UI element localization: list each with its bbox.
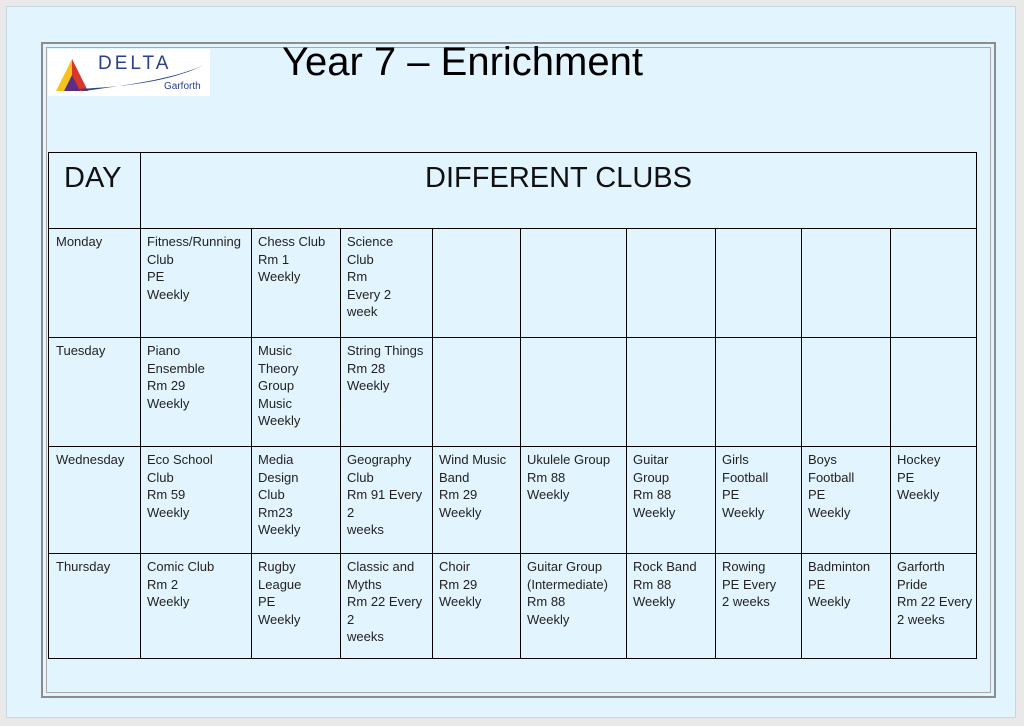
club-cell-line: Rm 88 <box>527 469 566 485</box>
club-cell <box>802 229 891 338</box>
club-cell-line: Weekly <box>147 504 190 520</box>
day-cell: Thursday <box>49 554 141 659</box>
club-cell-line: Club <box>347 251 374 267</box>
club-cell <box>627 338 716 447</box>
club-cell <box>433 554 521 659</box>
club-cell-line: Weekly <box>808 594 851 609</box>
club-cell-line: PE <box>258 594 276 609</box>
club-cell-line: Rm 88 <box>633 487 672 502</box>
club-cell-line: Geography <box>347 452 412 467</box>
club-cell-line: Pride <box>897 576 928 592</box>
logo-subtitle: Garforth <box>164 81 201 92</box>
club-cell <box>341 338 433 447</box>
club-cell-line: Rm 88 <box>633 576 672 592</box>
club-cell <box>521 447 627 554</box>
club-cell-line: weeks <box>347 522 384 537</box>
club-cell <box>891 447 977 554</box>
club-cell-line: Weekly <box>147 594 190 609</box>
club-cell-line: Football <box>808 469 855 485</box>
club-cell-line: Science <box>347 234 394 249</box>
club-cell-line: PE <box>808 487 826 502</box>
day-cell: Wednesday <box>49 447 141 554</box>
club-cell-line: 2 weeks <box>722 594 770 609</box>
club-cell <box>141 447 252 554</box>
club-cell-line: Weekly <box>258 269 301 284</box>
club-cell-line: 2 weeks <box>897 611 945 627</box>
club-cell-line: Rm <box>347 269 368 284</box>
club-cell <box>716 338 802 447</box>
club-cell-line: PE <box>722 487 740 502</box>
day-cell: Tuesday <box>49 338 141 447</box>
day-column-header: DAY <box>49 153 141 229</box>
club-cell-line: Rock Band <box>633 559 697 574</box>
club-cell-line: Group <box>258 378 295 393</box>
club-cell-line: (Intermediate) <box>527 576 608 592</box>
club-cell-line: Club <box>258 487 285 502</box>
club-cell-line: Rm 29 <box>439 487 478 502</box>
table-row <box>49 447 977 554</box>
club-cell-line: Rm 59 <box>147 487 186 502</box>
club-cell-line: Theory <box>258 360 299 376</box>
club-cell-line: Comic Club <box>147 559 215 574</box>
club-cell <box>627 554 716 659</box>
club-cell <box>802 554 891 659</box>
club-cell-line: Weekly <box>347 378 390 393</box>
club-cell-line: Wind Music <box>439 452 507 467</box>
club-cell-line: Weekly <box>897 487 940 502</box>
club-cell <box>802 447 891 554</box>
club-cell-line: Band <box>439 469 470 485</box>
club-cell-line: Fitness/Running <box>147 234 241 249</box>
club-cell-line: Weekly <box>527 487 570 502</box>
club-cell-line: 2 <box>347 611 355 627</box>
table-row <box>49 338 977 447</box>
club-cell-line: Weekly <box>258 611 301 627</box>
club-cell-line: 2 <box>347 504 355 520</box>
club-cell-line: weeks <box>347 629 384 644</box>
club-cell-line: Garforth <box>897 559 945 574</box>
delta-logo <box>48 49 210 96</box>
club-cell-line: Weekly <box>147 395 190 411</box>
club-cell-line: String Things <box>347 343 424 358</box>
club-cell-line: Club <box>347 469 374 485</box>
table-row <box>49 554 977 659</box>
club-cell <box>716 554 802 659</box>
club-cell-line: Club <box>147 251 174 267</box>
club-cell <box>433 338 521 447</box>
club-cell-line: Rm 28 <box>347 360 386 376</box>
club-cell-line: Eco School <box>147 452 213 467</box>
club-cell-line: Rm23 <box>258 504 293 520</box>
club-cell-line: Rm 22 Every <box>897 594 973 609</box>
club-cell <box>433 229 521 338</box>
club-cell <box>433 447 521 554</box>
club-cell-line: Rm 91 Every <box>347 487 423 502</box>
club-cell-line: Boys <box>808 452 837 467</box>
club-cell-line: Ensemble <box>147 360 205 376</box>
club-cell-line: Hockey <box>897 452 941 467</box>
club-cell-line: Rm 1 <box>258 251 290 267</box>
club-cell <box>341 229 433 338</box>
club-cell-line: Weekly <box>527 611 570 627</box>
club-cell-line: Rugby <box>258 559 296 574</box>
club-cell-line: PE <box>897 469 915 485</box>
club-cell-line: PE Every <box>722 576 777 592</box>
club-cell <box>802 338 891 447</box>
club-cell <box>891 554 977 659</box>
logo-wordmark: DELTA <box>98 53 172 74</box>
club-cell-line: Chess Club <box>258 234 326 249</box>
club-cell-line: Choir <box>439 559 471 574</box>
club-cell-line: Club <box>147 469 174 485</box>
club-cell-line: Weekly <box>258 413 301 428</box>
club-cell <box>341 554 433 659</box>
club-cell-line: Rowing <box>722 559 766 574</box>
club-cell-line: Ukulele Group <box>527 452 611 467</box>
club-cell-line: Group <box>633 469 670 485</box>
club-cell-line: Rm 88 <box>527 594 566 609</box>
club-cell <box>627 447 716 554</box>
club-cell <box>521 338 627 447</box>
club-cell-line: Weekly <box>808 504 851 520</box>
club-cell-line: Rm 22 Every <box>347 594 423 609</box>
club-cell-line: Badminton <box>808 559 871 574</box>
club-cell-line: Weekly <box>722 504 765 520</box>
club-cell <box>716 447 802 554</box>
club-cell-line: Weekly <box>633 504 676 520</box>
club-cell <box>141 338 252 447</box>
club-cell-line: Girls <box>722 452 749 467</box>
club-cell-line: Rm 2 <box>147 576 179 592</box>
club-cell-line: Media <box>258 452 294 467</box>
club-cell-line: Myths <box>347 576 382 592</box>
club-cell <box>141 554 252 659</box>
club-cell-line: Weekly <box>439 504 482 520</box>
club-cell <box>716 229 802 338</box>
club-cell-line: week <box>347 304 378 319</box>
club-cell-line: Piano <box>147 343 181 358</box>
club-cell-line: Design <box>258 469 299 485</box>
club-cell-line: Weekly <box>147 286 190 302</box>
club-cell-line: Weekly <box>258 522 301 537</box>
club-cell-line: Music <box>258 395 292 411</box>
club-cell <box>521 554 627 659</box>
club-cell <box>627 229 716 338</box>
club-cell <box>891 229 977 338</box>
club-cell <box>252 229 341 338</box>
club-cell-line: Weekly <box>633 594 676 609</box>
club-cell-line: PE <box>808 576 826 592</box>
club-cell-line: Guitar Group <box>527 559 603 574</box>
enrichment-table <box>48 152 977 659</box>
club-cell-line: Every 2 <box>347 286 392 302</box>
club-cell <box>521 229 627 338</box>
table-row <box>49 229 977 338</box>
club-cell-line: Football <box>722 469 769 485</box>
club-cell <box>891 338 977 447</box>
club-cell-line: PE <box>147 269 165 284</box>
club-cell-line: Guitar <box>633 452 669 467</box>
clubs-column-header: DIFFERENT CLUBS <box>141 153 977 229</box>
club-cell <box>252 554 341 659</box>
table-header-row <box>49 153 977 229</box>
club-cell-line: Weekly <box>439 594 482 609</box>
club-cell-line: League <box>258 576 302 592</box>
page-title: Year 7 – Enrichment <box>282 40 643 84</box>
club-cell-line: Classic and <box>347 559 415 574</box>
club-cell-line: Rm 29 <box>439 576 478 592</box>
club-cell-line: Music <box>258 343 292 358</box>
club-cell <box>141 229 252 338</box>
club-cell-line: Rm 29 <box>147 378 186 393</box>
club-cell <box>252 338 341 447</box>
club-cell <box>341 447 433 554</box>
club-cell <box>252 447 341 554</box>
day-cell: Monday <box>49 229 141 338</box>
